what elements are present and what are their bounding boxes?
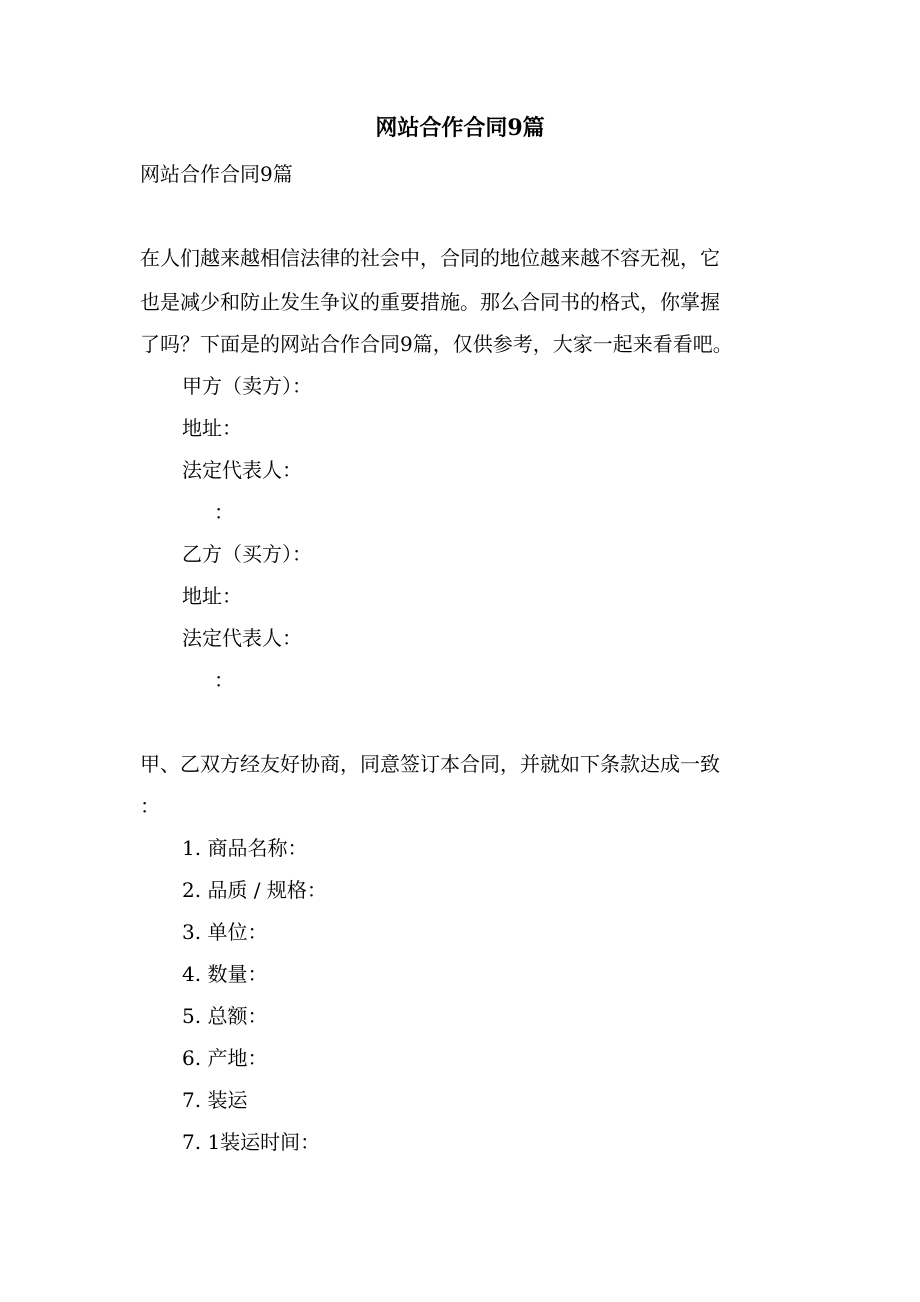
clause-6: 6. 产地： xyxy=(182,1046,268,1070)
clause-4: 4. 数量： xyxy=(182,962,268,986)
party-b-label: 乙方（买方）： xyxy=(182,542,312,566)
party-a-address: 地址： xyxy=(182,416,242,440)
document-title: 网站合作合同9篇 xyxy=(375,115,545,141)
party-a-label: 甲方（卖方）： xyxy=(182,374,312,398)
party-b-extra: ： xyxy=(214,668,234,692)
clause-3: 3. 单位： xyxy=(182,920,268,944)
clause-7: 7. 装运 xyxy=(182,1088,248,1112)
party-b-representative: 法定代表人： xyxy=(182,626,302,650)
party-a-representative: 法定代表人： xyxy=(182,458,302,482)
party-b-address: 地址： xyxy=(182,584,242,608)
document-subtitle: 网站合作合同9篇 xyxy=(140,162,293,186)
clause-7-1: 7. 1装运时间： xyxy=(182,1130,321,1154)
party-a-extra: ： xyxy=(214,500,234,524)
agreement-line: 甲、乙双方经友好协商，同意签订本合同，并就如下条款达成一致 xyxy=(140,752,720,776)
agreement-colon: ： xyxy=(140,794,160,818)
clause-5: 5. 总额： xyxy=(182,1004,268,1028)
intro-line-1: 在人们越来越相信法律的社会中，合同的地位越来越不容无视，它 xyxy=(140,246,720,270)
intro-line-2: 也是减少和防止发生争议的重要措施。那么合同书的格式，你掌握 xyxy=(140,290,720,314)
intro-line-3: 了吗？下面是的网站合作合同9篇，仅供参考，大家一起来看看吧。 xyxy=(140,332,733,356)
clause-2: 2. 品质 / 规格： xyxy=(182,878,327,902)
clause-1: 1. 商品名称： xyxy=(182,836,308,860)
